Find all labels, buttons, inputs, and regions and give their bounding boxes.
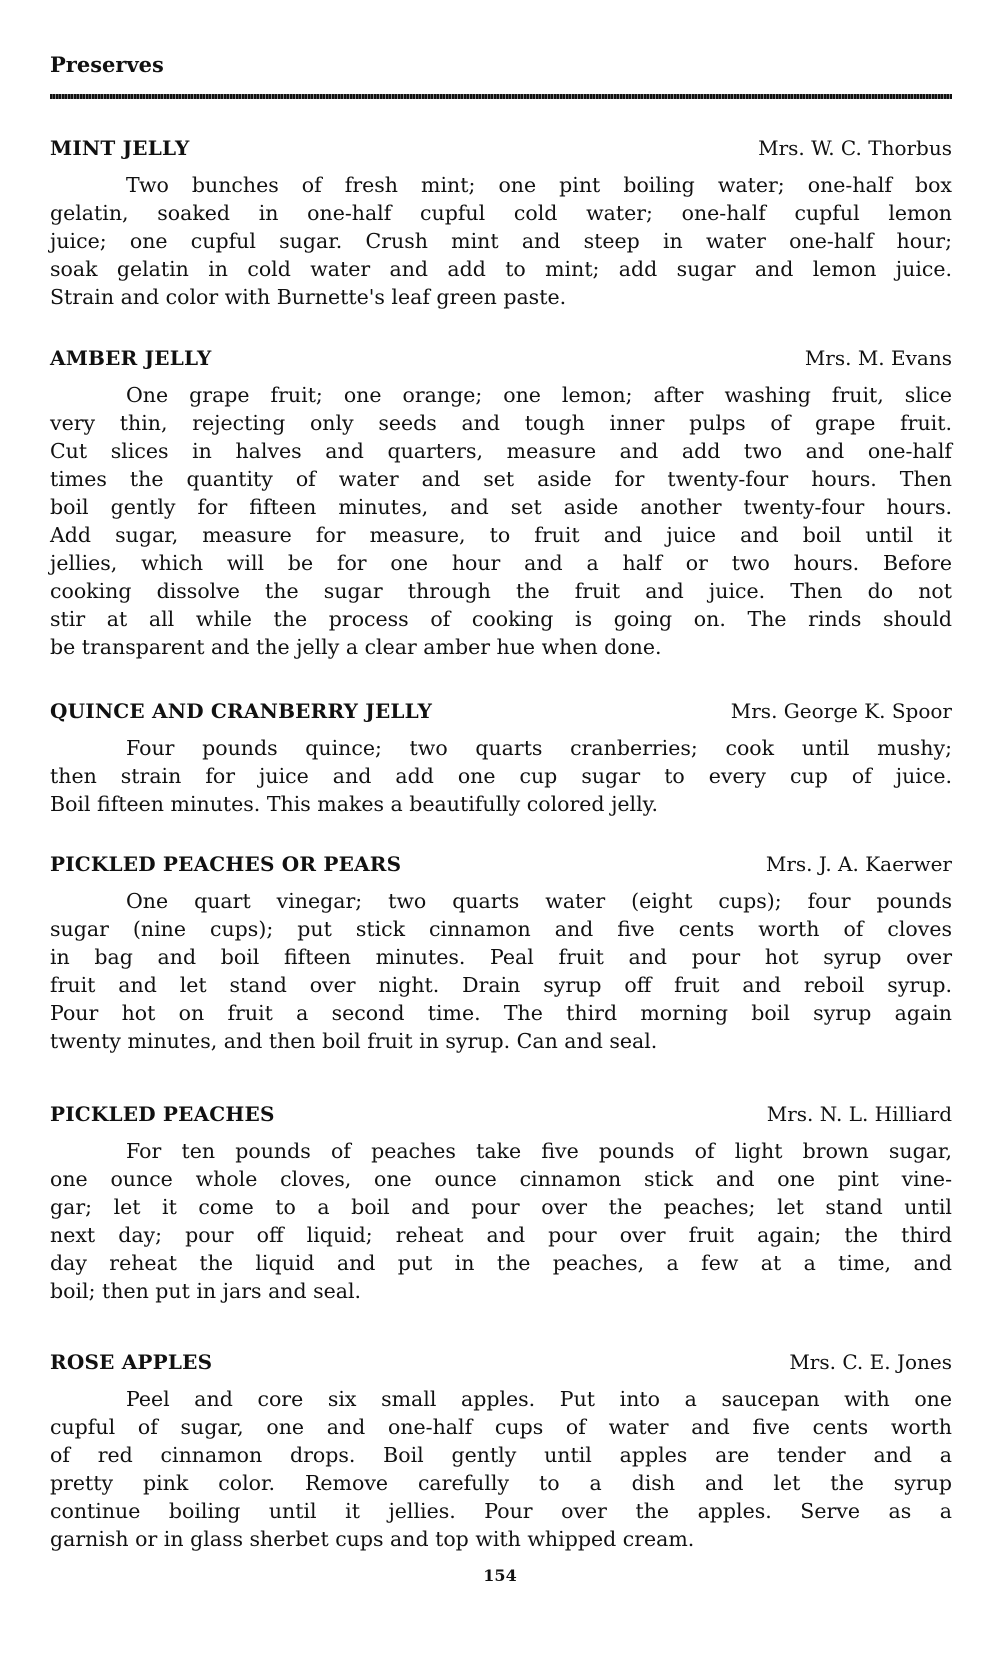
recipe [50, 134, 952, 311]
body-line: very thin, rejecting only seeds and tough inner pulps of grape fruit. [50, 411, 952, 435]
recipe [50, 344, 952, 661]
body-line: sugar (nine cups); put stick cinnamon and five cents worth of cloves [50, 917, 952, 941]
body-line: jellies, which will be for one hour and a half or two hours. Before [50, 551, 952, 575]
body-line: continue boiling until it jellies. Pour over the apples. Serve as a [50, 1499, 952, 1523]
body-line: pretty pink color. Remove carefully to a dish and let the syrup [50, 1471, 952, 1495]
body-line: soak gelatin in cold water and add to mint; add sugar and lemon juice. [50, 257, 952, 281]
recipe-title: MINT JELLY [50, 136, 190, 160]
body-line: day reheat the liquid and put in the peaches, a few at a time, and [50, 1251, 952, 1275]
recipe-body [50, 171, 952, 311]
body-line: Two bunches of fresh mint; one pint boiling water; one-half box [126, 173, 952, 197]
body-line: next day; pour off liquid; reheat and pour over fruit again; the third [50, 1223, 952, 1247]
recipe-body [50, 887, 952, 1055]
recipe-header [50, 697, 952, 725]
body-line: One quart vinegar; two quarts water (eight cups); four pounds [126, 889, 952, 913]
header-rule [50, 94, 952, 99]
body-line: boil gently for fifteen minutes, and set aside another twenty-four hours. [50, 495, 952, 519]
body-line: boil; then put in jars and seal. [50, 1279, 362, 1303]
recipe-header [50, 1100, 952, 1128]
recipe [50, 697, 952, 818]
body-line: juice; one cupful sugar. Crush mint and steep in water one-half hour; [50, 229, 952, 253]
recipe-body [50, 381, 952, 661]
recipe [50, 1348, 952, 1553]
body-line: cupful of sugar, one and one-half cups of water and five cents worth [50, 1415, 952, 1439]
body-line: cooking dissolve the sugar through the fruit and juice. Then do not [50, 579, 952, 603]
recipe-title: AMBER JELLY [50, 346, 212, 370]
body-line: Strain and color with Burnette's leaf green paste. [50, 285, 567, 309]
body-line: fruit and let stand over night. Drain syrup off fruit and reboil syrup. [50, 973, 952, 997]
recipe [50, 1100, 952, 1305]
recipe-body [50, 1385, 952, 1553]
body-line: garnish or in glass sherbet cups and top with whipped cream. [50, 1527, 695, 1551]
recipe-header [50, 344, 952, 372]
body-line: gelatin, soaked in one-half cupful cold water; one-half cupful lemon [50, 201, 952, 225]
recipe-author: Mrs. C. E. Jones [789, 1350, 952, 1374]
recipe-author: Mrs. George K. Spoor [730, 699, 952, 723]
body-line: in bag and boil fifteen minutes. Peal fruit and pour hot syrup over [50, 945, 952, 969]
recipe-author: Mrs. M. Evans [804, 346, 952, 370]
recipe-author: Mrs. N. L. Hilliard [766, 1102, 952, 1126]
recipe-title: QUINCE AND CRANBERRY JELLY [50, 699, 433, 723]
recipe-body [50, 734, 952, 818]
body-line: Cut slices in halves and quarters, measure and add two and one-half [50, 439, 952, 463]
running-head: Preserves [50, 52, 164, 77]
body-line: Pour hot on fruit a second time. The third morning boil syrup again [50, 1001, 952, 1025]
body-line: For ten pounds of peaches take five pounds of light brown sugar, [126, 1139, 952, 1163]
body-line: stir at all while the process of cooking is going on. The rinds should [50, 607, 952, 631]
recipe-header [50, 850, 952, 878]
body-line: Boil fifteen minutes. This makes a beautifully colored jelly. [50, 792, 659, 816]
body-line: be transparent and the jelly a clear amber hue when done. [50, 635, 662, 659]
recipe-author: Mrs. W. C. Thorbus [758, 136, 952, 160]
recipe-title: PICKLED PEACHES OR PEARS [50, 852, 402, 876]
page-number: 154 [483, 1566, 517, 1585]
body-line: times the quantity of water and set aside for twenty-four hours. Then [50, 467, 952, 491]
recipe-title: PICKLED PEACHES [50, 1102, 275, 1126]
body-line: Four pounds quince; two quarts cranberries; cook until mushy; [126, 736, 952, 760]
body-line: Add sugar, measure for measure, to fruit and juice and boil until it [50, 523, 952, 547]
recipe-header [50, 134, 952, 162]
body-line: Peel and core six small apples. Put into a saucepan with one [126, 1387, 952, 1411]
body-line: twenty minutes, and then boil fruit in syrup. Can and seal. [50, 1029, 658, 1053]
recipe-author: Mrs. J. A. Kaerwer [765, 852, 952, 876]
body-line: one ounce whole cloves, one ounce cinnamon stick and one pint vine- [50, 1167, 952, 1191]
recipe [50, 850, 952, 1055]
recipe-title: ROSE APPLES [50, 1350, 213, 1374]
recipe-body [50, 1137, 952, 1305]
recipe-header [50, 1348, 952, 1376]
body-line: gar; let it come to a boil and pour over the peaches; let stand until [50, 1195, 952, 1219]
body-line: of red cinnamon drops. Boil gently until apples are tender and a [50, 1443, 952, 1467]
body-line: then strain for juice and add one cup sugar to every cup of juice. [50, 764, 952, 788]
body-line: One grape fruit; one orange; one lemon; after washing fruit, slice [126, 383, 952, 407]
